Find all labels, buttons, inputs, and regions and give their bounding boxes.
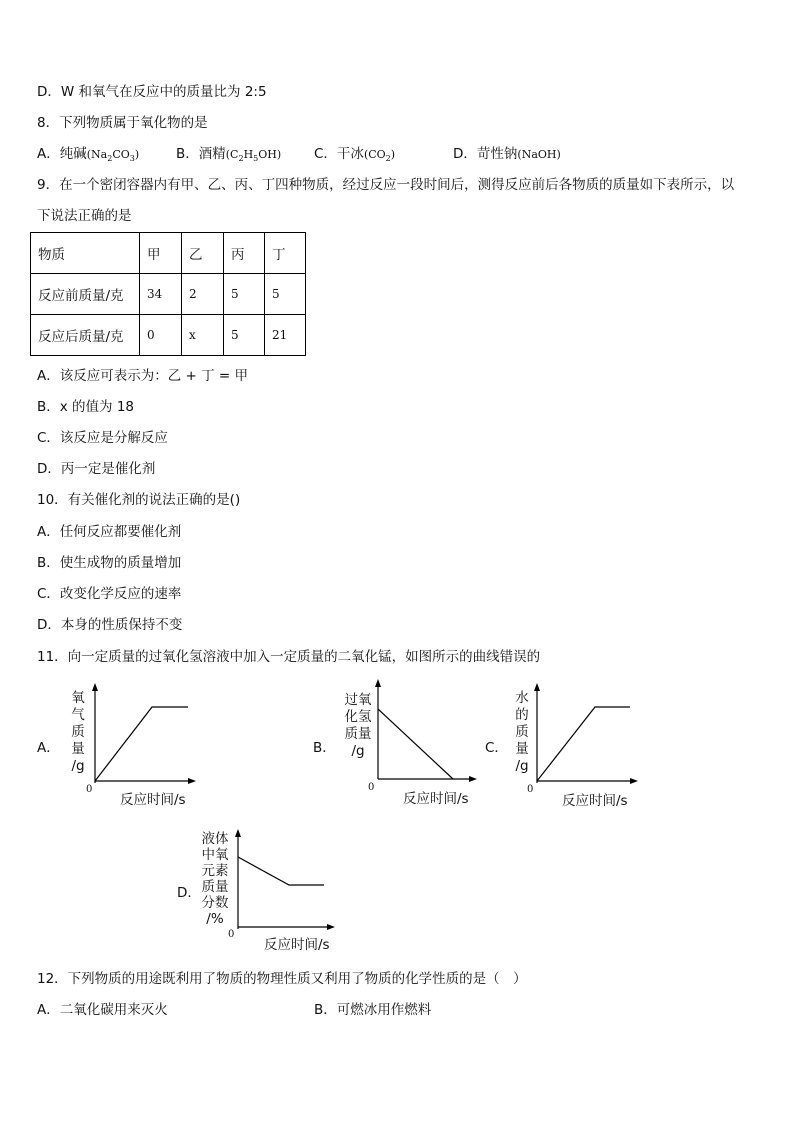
q8-option-c [314, 145, 395, 168]
q11-chart-b-origin: 0 [368, 782, 375, 793]
y-axis-arrow [92, 683, 98, 691]
table-header-cell: 甲 [140, 233, 182, 274]
q11-chart-c-origin: 0 [527, 784, 534, 795]
table-header-row [31, 233, 306, 274]
x-axis-arrow [188, 778, 196, 784]
q10-stem: 10．有关催化剂的说法正确的是() [37, 492, 241, 508]
table-cell: 5 [224, 315, 265, 356]
curve [537, 707, 630, 781]
q11-chart-c-label: C． [485, 740, 508, 756]
q9-option-b: B．x 的值为 18 [37, 399, 135, 415]
q8-option-a [37, 145, 139, 168]
q12-option-b: B．可燃冰用作燃料 [314, 1002, 432, 1018]
q8-option-b [176, 145, 281, 168]
q9-option-c: C．该反应是分解反应 [37, 430, 168, 446]
q8-option-c-label: C．干冰 [314, 146, 364, 162]
table-row [31, 315, 306, 356]
table-cell: 反应前质量/克 [31, 274, 140, 315]
y-axis-arrow [235, 829, 241, 837]
curve [378, 709, 453, 779]
q11-chart-a-ylabel: 氧 气 质 量 /g [71, 690, 85, 774]
table-row [31, 274, 306, 315]
q11-chart-b-ylabel: 过氧 化氢 质量 /g [344, 692, 372, 759]
q9-stem-line2: 下说法正确的是 [37, 208, 132, 224]
table-cell: 21 [265, 315, 306, 356]
q12-option-a: A．二氧化碳用来灭火 [37, 1002, 168, 1018]
table-cell: 5 [224, 274, 265, 315]
q9-option-a: A．该反应可表示为：乙 + 丁 = 甲 [37, 368, 249, 384]
table-header-cell: 丙 [224, 233, 265, 274]
q8-option-d-label: D．苛性钠 [453, 146, 518, 162]
q9-stem-line1: 9．在一个密闭容器内有甲、乙、丙、丁四种物质，经过反应一段时间后，测得反应前后各物质的质量如下表所示，以 [37, 177, 735, 193]
x-axis-arrow [469, 776, 477, 782]
q11-chart-d-label: D． [177, 885, 201, 901]
q8-option-d [453, 145, 561, 164]
q8-option-b-label: B．酒精 [176, 146, 226, 162]
q11-chart-a-plot [90, 683, 200, 788]
q9-option-d: D．丙一定是催化剂 [37, 461, 156, 477]
q11-chart-d [233, 829, 343, 934]
q11-chart-b [373, 679, 483, 784]
q11-chart-a [90, 683, 200, 788]
q11-chart-d-origin: 0 [228, 929, 235, 940]
q11-chart-c-xlabel: 反应时间/s [562, 793, 628, 809]
table-cell: 5 [265, 274, 306, 315]
q11-chart-b-label: B． [313, 740, 336, 756]
table-cell: 2 [182, 274, 224, 315]
x-axis-arrow [327, 924, 335, 930]
q10-option-c: C．改变化学反应的速率 [37, 586, 182, 602]
x-axis-arrow [630, 778, 638, 784]
q10-option-d: D．本身的性质保持不变 [37, 617, 183, 633]
q11-chart-c [532, 683, 642, 788]
curve [95, 707, 188, 781]
q8-option-b-formula: $(C_2H_5OH)$ [225, 148, 282, 164]
q8-option-d-formula: (NaOH) [517, 148, 561, 161]
table-cell: 反应后质量/克 [31, 315, 140, 356]
q11-chart-b-xlabel: 反应时间/s [403, 791, 469, 807]
q8-option-a-formula: $(Na_2CO_3)$ [86, 148, 140, 164]
table-cell: 34 [140, 274, 182, 315]
table-cell: 0 [140, 315, 182, 356]
q11-chart-d-plot [233, 829, 343, 934]
table-cell: x [182, 315, 224, 356]
q11-chart-b-plot [373, 679, 483, 784]
table-header-cell: 乙 [182, 233, 224, 274]
q10-option-b: B．使生成物的质量增加 [37, 555, 182, 571]
q8-stem: 8．下列物质属于氧化物的是 [37, 115, 208, 131]
q11-chart-c-ylabel: 水 的 质 量 /g [515, 690, 529, 774]
q7-option-d: D．W 和氧气在反应中的质量比为 2:5 [37, 84, 267, 100]
q11-chart-a-origin: 0 [86, 784, 93, 795]
q11-chart-a-xlabel: 反应时间/s [120, 792, 186, 808]
q9-mass-table [30, 232, 306, 356]
curve [238, 857, 324, 885]
q11-chart-c-plot [532, 683, 642, 788]
q11-chart-d-xlabel: 反应时间/s [264, 937, 330, 953]
q8-option-a-label: A．纯碱 [37, 146, 87, 162]
q11-chart-d-ylabel: 液体 中氧 元素 质量 分数 /% [201, 831, 229, 927]
y-axis-arrow [534, 683, 540, 691]
q8-option-c-formula: $(CO_2)$ [363, 148, 396, 164]
q11-stem: 11．向一定质量的过氧化氢溶液中加入一定质量的二氧化锰，如图所示的曲线错误的 [37, 649, 541, 665]
q12-stem: 12．下列物质的用途既利用了物质的物理性质又利用了物质的化学性质的是（ ） [37, 971, 527, 987]
q10-option-a: A．任何反应都要催化剂 [37, 524, 182, 540]
table-header-cell: 丁 [265, 233, 306, 274]
q11-chart-a-label: A． [37, 740, 60, 756]
y-axis-arrow [375, 679, 381, 687]
table-header-cell: 物质 [31, 233, 140, 274]
